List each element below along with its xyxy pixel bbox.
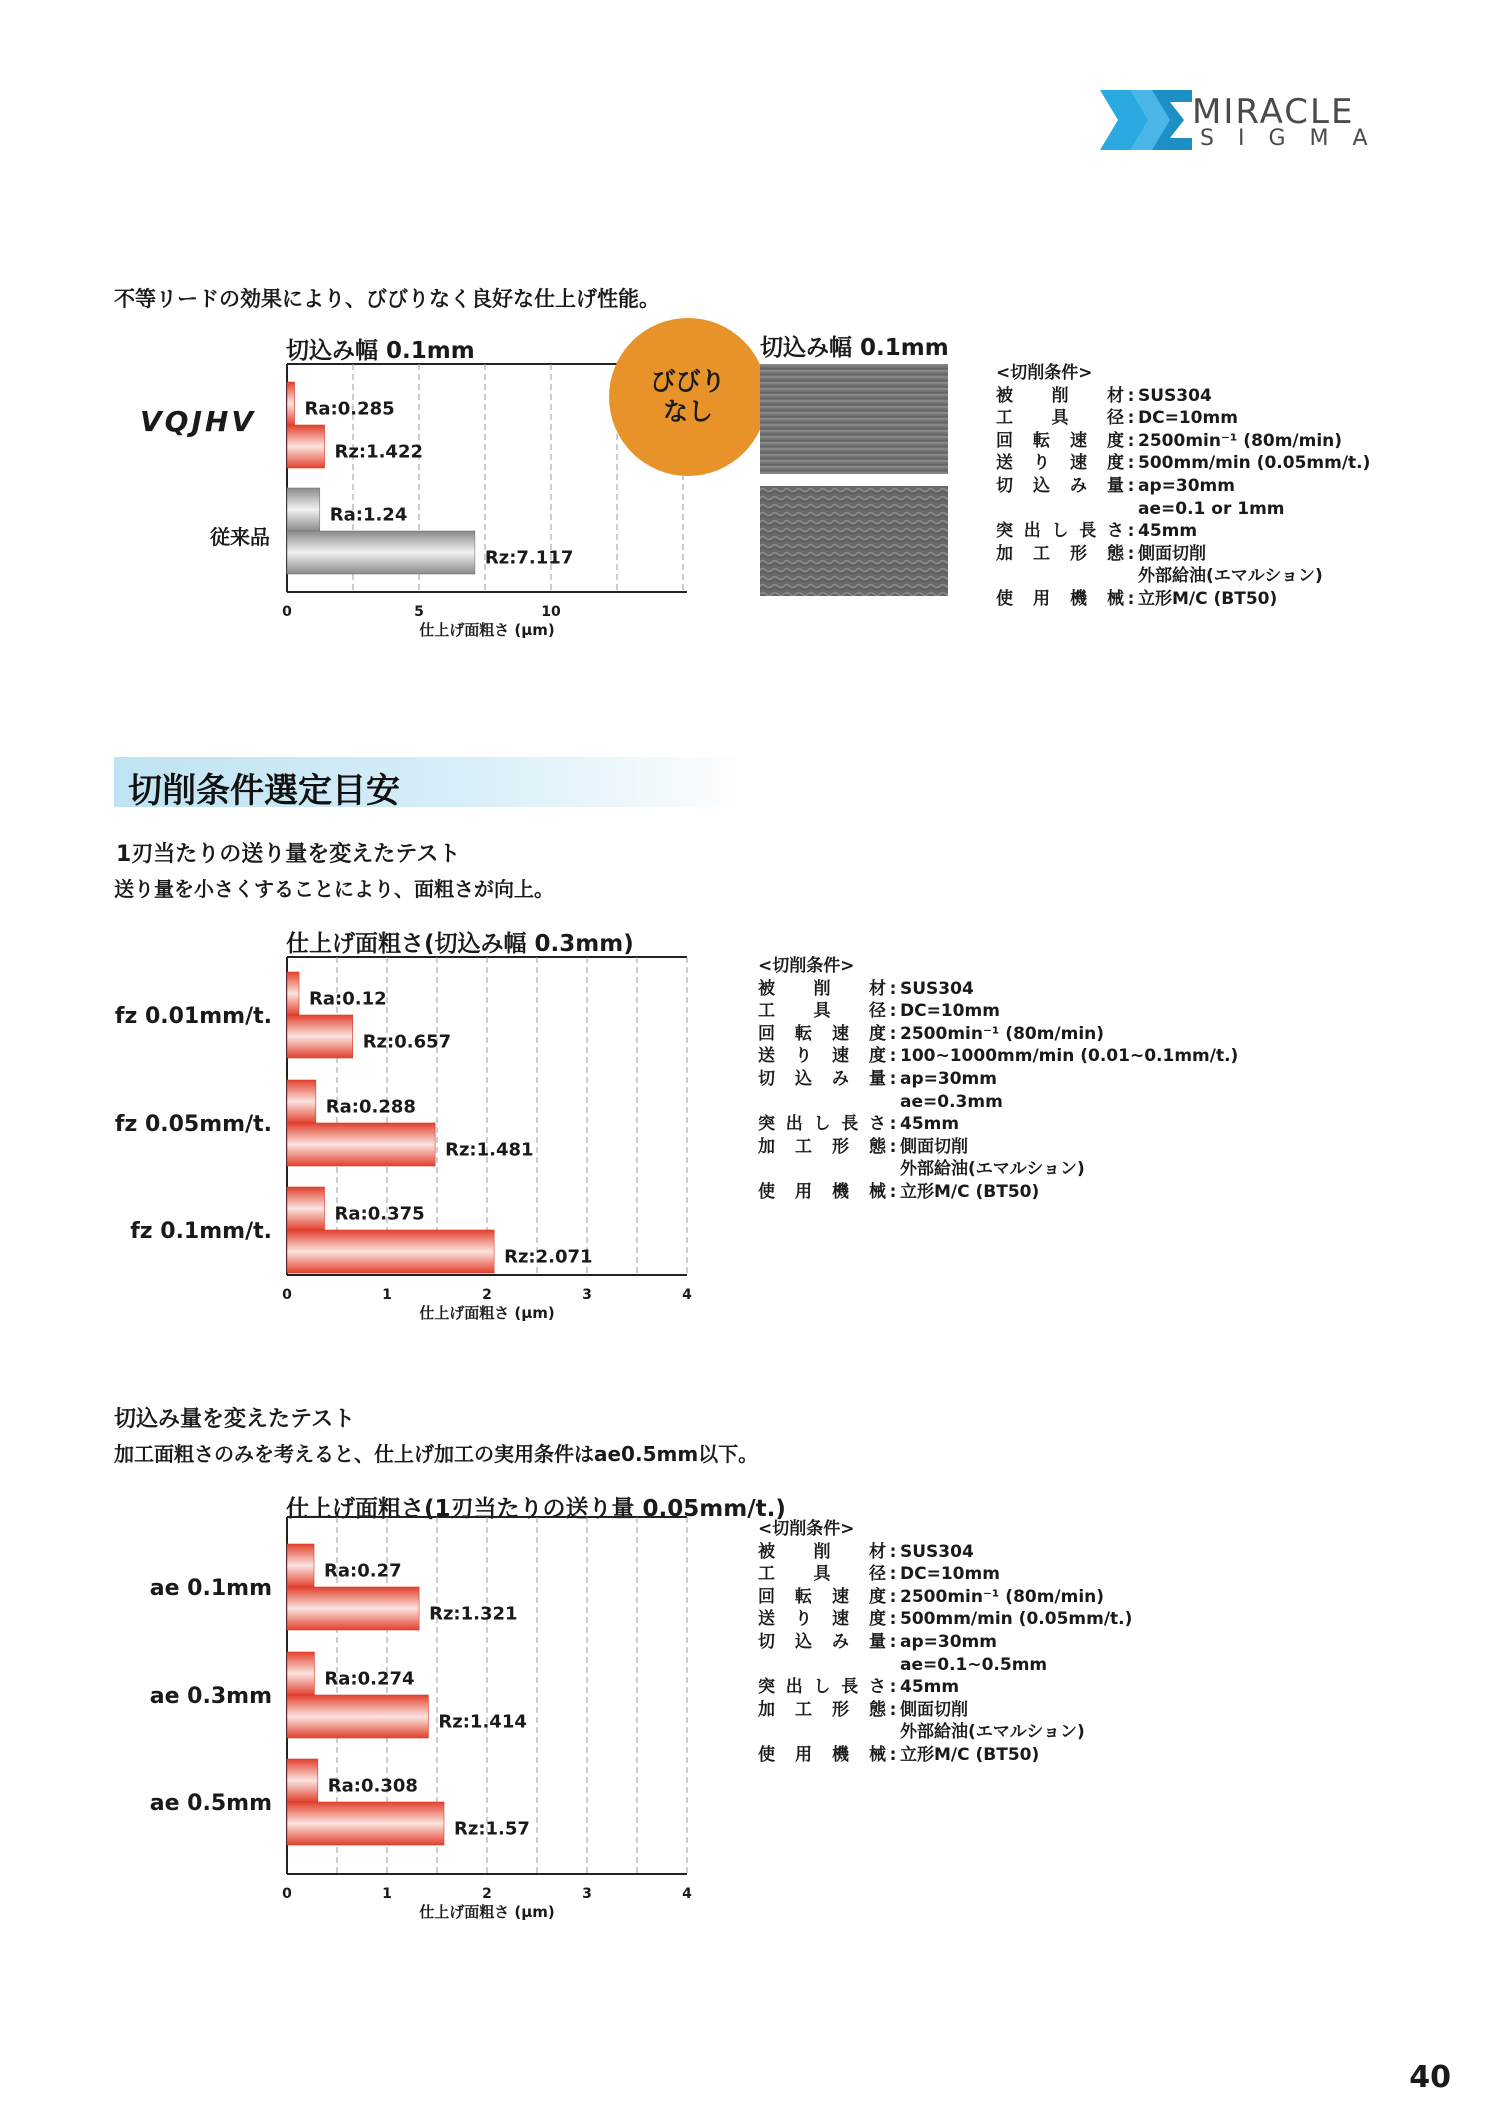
condition-row [758, 1181, 1238, 1204]
condition-value-line: 500mm/min (0.05mm/t.) [900, 1609, 1133, 1630]
bar-label: Ra:0.288 [325, 1096, 416, 1118]
condition-row [996, 430, 1370, 453]
condition-row [758, 1000, 1238, 1023]
condition-separator: : [1127, 453, 1135, 474]
condition-value-line: 45mm [900, 1677, 960, 1698]
x-tick-label: 3 [582, 1287, 592, 1303]
bar-rz [287, 1695, 428, 1738]
bar-label: Rz:1.414 [438, 1711, 527, 1733]
condition-value [900, 1586, 1104, 1609]
condition-value-line: 2500min⁻¹ (80m/min) [1138, 430, 1343, 451]
condition-row [758, 1563, 1132, 1586]
x-tick-label: 5 [414, 604, 424, 620]
condition-value [1138, 385, 1212, 408]
condition-value [900, 1113, 959, 1136]
cond3-heading: <切削条件> [758, 1519, 855, 1539]
condition-key: 突出し長さ [758, 1114, 886, 1135]
row-label: ae 0.5mm [149, 1791, 272, 1816]
x-tick-label: 1 [382, 1287, 392, 1303]
condition-value [1138, 430, 1342, 453]
condition-row [996, 385, 1370, 408]
cutting-conditions-1 [996, 362, 1370, 611]
condition-separator: : [889, 1564, 897, 1585]
condition-key: 加工形態 [758, 1699, 886, 1720]
condition-separator: : [1127, 521, 1135, 542]
condition-value-line: ae=0.1~0.5mm [900, 1654, 1048, 1675]
condition-value [900, 978, 974, 1001]
condition-row [758, 1136, 1238, 1181]
condition-separator: : [889, 1023, 897, 1044]
condition-row [758, 1045, 1238, 1068]
condition-separator: : [889, 1586, 897, 1607]
x-tick-label: 4 [682, 1287, 692, 1303]
condition-key: 使用機械 [758, 1181, 886, 1202]
bar-label: Rz:1.481 [445, 1139, 534, 1161]
condition-value-line: 500mm/min (0.05mm/t.) [1138, 453, 1371, 474]
condition-value-line: 側面切削 [900, 1699, 968, 1720]
condition-value-line: ae=0.3mm [900, 1091, 1003, 1112]
condition-separator: : [889, 1744, 897, 1765]
condition-value-line: 立形M/C (BT50) [900, 1744, 1040, 1765]
condition-row [758, 1068, 1238, 1113]
condition-value-line: 外部給油(エマルション) [1138, 566, 1323, 587]
x-tick-label: 4 [682, 1886, 692, 1902]
bar-label: Ra:1.24 [329, 504, 408, 526]
bar-label: Rz:0.657 [362, 1031, 452, 1053]
condition-key: 切込み量 [996, 475, 1124, 496]
x-axis-label: 仕上げ面粗さ (μm) [419, 1903, 555, 1920]
row-label: fz 0.05mm/t. [114, 1112, 272, 1137]
condition-separator: : [889, 1631, 897, 1652]
row-label: ae 0.3mm [149, 1684, 272, 1709]
condition-row [758, 1699, 1132, 1744]
condition-key: 工具径 [758, 1001, 886, 1022]
condition-key: 使用機械 [758, 1744, 886, 1765]
condition-row [758, 1676, 1132, 1699]
condition-row [996, 475, 1370, 520]
bar-label: Rz:1.57 [454, 1818, 530, 1840]
condition-value-line: ap=30mm [900, 1631, 997, 1652]
condition-value-line: 外部給油(エマルション) [900, 1159, 1085, 1180]
condition-value-line: ap=30mm [1138, 475, 1235, 496]
condition-separator: : [889, 1136, 897, 1157]
bar-ra [287, 1759, 318, 1802]
condition-key: 被削材 [996, 385, 1124, 406]
bar-label: Ra:0.308 [327, 1775, 418, 1797]
bar-ra [287, 1652, 314, 1695]
chart-feed-per-tooth [0, 700, 1489, 1360]
condition-row [758, 1586, 1132, 1609]
chart3-title: 仕上げ面粗さ(1刃当たりの送り量 0.05mm/t.) [286, 1496, 786, 1522]
condition-key: 回転速度 [996, 430, 1124, 451]
condition-row [996, 520, 1370, 543]
x-axis-label: 仕上げ面粗さ (μm) [419, 1304, 555, 1322]
test2-heading: 切込み量を変えたテスト [114, 1407, 356, 1432]
condition-key: 工具径 [758, 1564, 886, 1585]
condition-key: 突出し長さ [758, 1677, 886, 1698]
bar-label: Ra:0.375 [334, 1203, 425, 1225]
condition-key: 被削材 [758, 978, 886, 999]
section-title: 切削条件選定目安 [128, 771, 400, 811]
condition-row [758, 1541, 1132, 1564]
condition-separator: : [889, 1068, 897, 1089]
page-number: 40 [1409, 2060, 1451, 2095]
condition-row [996, 452, 1370, 475]
bar-ra [287, 382, 295, 425]
condition-value-line: DC=10mm [900, 1001, 1000, 1022]
cond1-heading: <切削条件> [996, 363, 1093, 383]
condition-separator: : [889, 1699, 897, 1720]
bar-ra [287, 972, 299, 1015]
condition-separator: : [1127, 475, 1135, 496]
chart1-title: 切込み幅 0.1mm [286, 338, 475, 364]
condition-value-line: 2500min⁻¹ (80m/min) [900, 1586, 1105, 1607]
condition-value [900, 1744, 1039, 1767]
condition-row [758, 1023, 1238, 1046]
condition-value [900, 1045, 1238, 1068]
condition-separator: : [1127, 385, 1135, 406]
condition-value-line: 立形M/C (BT50) [900, 1181, 1040, 1202]
x-tick-label: 3 [582, 1886, 592, 1902]
condition-value [900, 1136, 1085, 1181]
row-label-vqjhv: VQJHV [140, 405, 256, 438]
condition-value-line: SUS304 [1138, 385, 1212, 406]
condition-value [900, 1563, 1000, 1586]
condition-value [900, 1000, 1000, 1023]
bar-rz [287, 425, 325, 468]
condition-value-line: DC=10mm [900, 1564, 1000, 1585]
condition-separator: : [1127, 430, 1135, 451]
condition-value-line: 立形M/C (BT50) [1138, 588, 1278, 609]
condition-key: 突出し長さ [996, 521, 1124, 542]
condition-row [996, 588, 1370, 611]
intro-lead: 不等リードの効果により、びびりなく良好な仕上げ性能。 [114, 287, 660, 311]
condition-key: 送り速度 [758, 1609, 886, 1630]
condition-row [758, 1744, 1132, 1767]
bar-label: Rz:7.117 [484, 547, 574, 569]
x-tick-label: 2 [482, 1287, 492, 1303]
x-tick-label: 0 [282, 604, 292, 620]
condition-value-line: 45mm [1138, 521, 1198, 542]
condition-value-line: ap=30mm [900, 1068, 997, 1089]
condition-value [1138, 588, 1277, 611]
cutting-conditions-2 [758, 955, 1238, 1204]
test1-description: 送り量を小さくすることにより、面粗さが向上。 [114, 877, 554, 901]
bar-rz [287, 1587, 419, 1630]
condition-value [1138, 520, 1197, 543]
logo-word-miracle: MIRACLE [1192, 92, 1355, 132]
condition-separator: : [1127, 543, 1135, 564]
bar-label: Rz:2.071 [504, 1246, 593, 1268]
condition-value-line: 100~1000mm/min (0.01~0.1mm/t.) [900, 1046, 1239, 1067]
bar-ra [287, 488, 320, 531]
condition-value-line: 45mm [900, 1114, 960, 1135]
x-tick-label: 2 [482, 1886, 492, 1902]
condition-value [900, 1068, 1003, 1113]
condition-key: 切込み量 [758, 1068, 886, 1089]
condition-value-line: 外部給油(エマルション) [900, 1722, 1085, 1743]
x-tick-label: 0 [282, 1287, 292, 1303]
condition-value [1138, 407, 1238, 430]
badge-line1: びびり [650, 367, 726, 396]
condition-key: 加工形態 [758, 1136, 886, 1157]
condition-separator: : [1127, 408, 1135, 429]
condition-value-line: 側面切削 [1138, 543, 1206, 564]
bar-rz [287, 1230, 494, 1273]
row-label: ae 0.1mm [149, 1576, 272, 1601]
condition-separator: : [889, 1181, 897, 1202]
condition-key: 被削材 [758, 1541, 886, 1562]
x-tick-label: 10 [541, 604, 561, 620]
condition-separator: : [889, 1677, 897, 1698]
condition-key: 工具径 [996, 408, 1124, 429]
surface-photo-vqjhv [760, 364, 948, 474]
bar-rz [287, 531, 475, 574]
bar-label: Rz:1.422 [334, 441, 424, 463]
condition-value-line: 2500min⁻¹ (80m/min) [900, 1023, 1105, 1044]
condition-separator: : [889, 1541, 897, 1562]
condition-row [996, 407, 1370, 430]
bar-rz [287, 1015, 353, 1058]
condition-row [758, 1608, 1132, 1631]
condition-separator: : [1127, 588, 1135, 609]
condition-value-line: SUS304 [900, 1541, 974, 1562]
condition-value [900, 1541, 974, 1564]
condition-row [758, 978, 1238, 1001]
row-label: fz 0.01mm/t. [114, 1004, 272, 1029]
x-tick-label: 0 [282, 1886, 292, 1902]
condition-key: 送り速度 [758, 1046, 886, 1067]
condition-value-line: ae=0.1 or 1mm [1138, 498, 1285, 519]
condition-key: 使用機械 [996, 588, 1124, 609]
test1-heading: 1刃当たりの送り量を変えたテスト [116, 842, 461, 867]
bar-label: Ra:0.285 [304, 398, 395, 420]
bar-ra [287, 1187, 325, 1230]
row-label: fz 0.1mm/t. [130, 1219, 272, 1244]
condition-value [900, 1699, 1085, 1744]
cutting-conditions-3 [758, 1518, 1132, 1767]
condition-row [758, 1113, 1238, 1136]
condition-value [1138, 452, 1370, 475]
condition-separator: : [889, 1046, 897, 1067]
condition-value-line: SUS304 [900, 978, 974, 999]
row-label-conventional: 従来品 [210, 525, 270, 549]
bar-label: Rz:1.321 [429, 1603, 518, 1625]
no-chatter-badge [609, 318, 767, 476]
condition-separator: : [889, 1609, 897, 1630]
condition-row [758, 1631, 1132, 1676]
surface-photo-conventional [760, 486, 948, 596]
condition-value [900, 1631, 1047, 1676]
condition-value [900, 1181, 1039, 1204]
condition-value-line: 側面切削 [900, 1136, 968, 1157]
bar-label: Ra:0.12 [309, 988, 387, 1010]
bar-rz [287, 1123, 435, 1166]
condition-key: 送り速度 [996, 453, 1124, 474]
condition-value [900, 1023, 1104, 1046]
condition-row [996, 543, 1370, 588]
condition-value [900, 1608, 1132, 1631]
bar-ra [287, 1080, 316, 1123]
x-axis-label: 仕上げ面粗さ (μm) [419, 621, 555, 639]
test2-description: 加工面粗さのみを考えると、仕上げ加工の実用条件はae0.5mm以下。 [114, 1442, 759, 1466]
bar-ra [287, 1544, 314, 1587]
condition-value [1138, 543, 1323, 588]
bar-label: Ra:0.274 [324, 1668, 415, 1690]
condition-separator: : [889, 1114, 897, 1135]
chart2-title: 仕上げ面粗さ(切込み幅 0.3mm) [286, 931, 634, 957]
condition-value [1138, 475, 1285, 520]
cond2-heading: <切削条件> [758, 956, 855, 976]
bar-rz [287, 1802, 444, 1845]
x-tick-label: 1 [382, 1886, 392, 1902]
logo-word-sigma: SIGMA [1200, 126, 1392, 151]
condition-value-line: DC=10mm [1138, 408, 1238, 429]
photo-title: 切込み幅 0.1mm [760, 335, 949, 361]
condition-key: 加工形態 [996, 543, 1124, 564]
condition-separator: : [889, 1001, 897, 1022]
condition-key: 回転速度 [758, 1023, 886, 1044]
condition-value [900, 1676, 959, 1699]
chart-radial-depth [0, 1360, 1489, 1920]
condition-key: 回転速度 [758, 1586, 886, 1607]
badge-line2: なし [662, 397, 713, 426]
condition-key: 切込み量 [758, 1631, 886, 1652]
bar-label: Ra:0.27 [324, 1560, 402, 1582]
condition-separator: : [889, 978, 897, 999]
